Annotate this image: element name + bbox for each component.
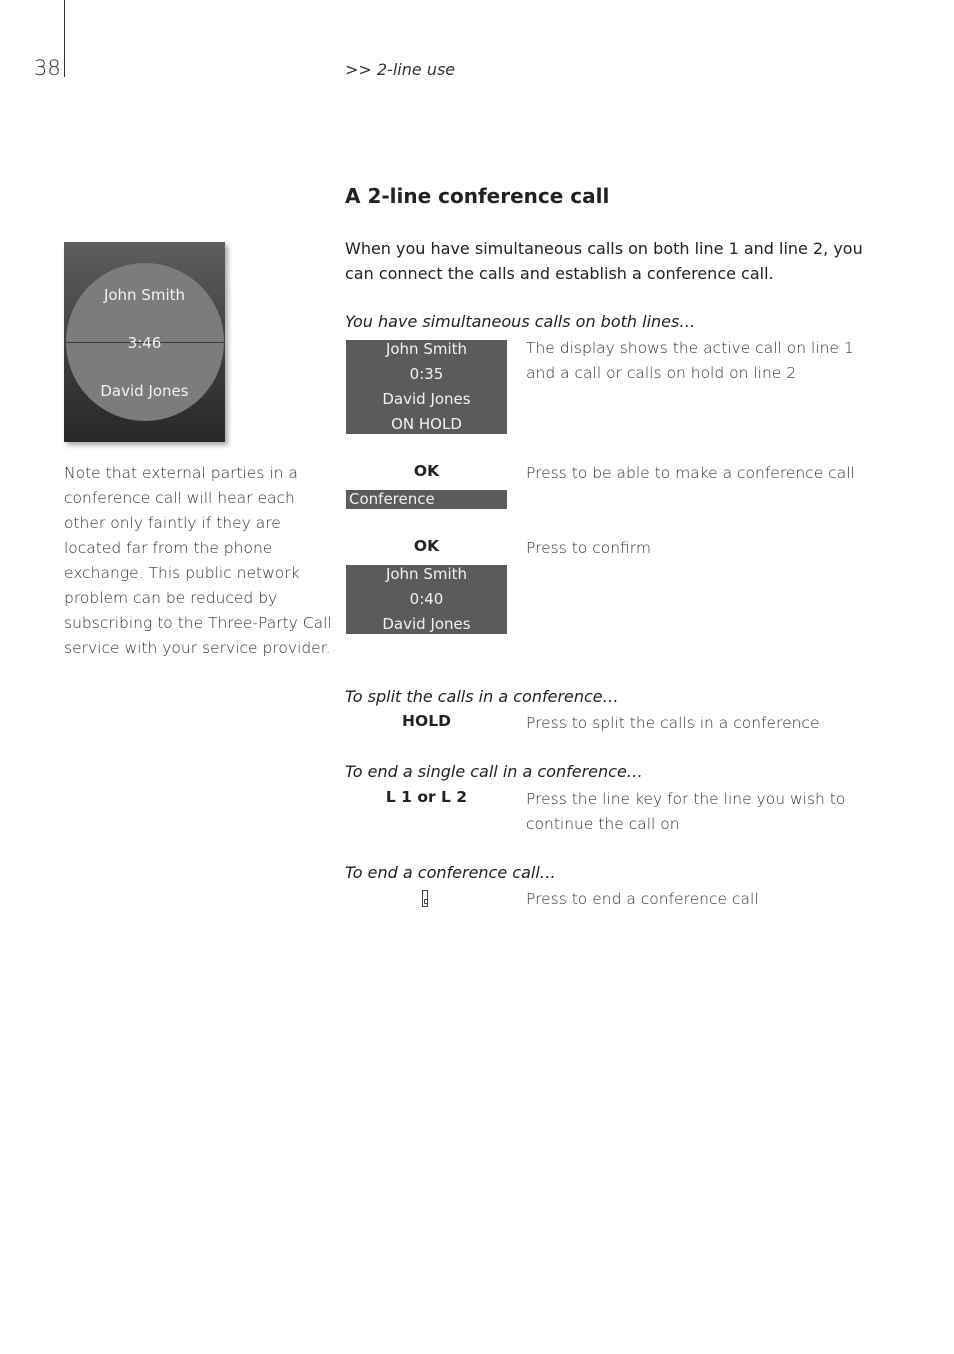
lcd-menu-item: Conference xyxy=(349,490,435,508)
display-time: 3:46 xyxy=(127,334,162,352)
display-bottom-name: David Jones xyxy=(100,382,189,400)
lcd-line: 0:35 xyxy=(409,365,444,383)
margin-rule xyxy=(64,0,65,77)
ok-key-label: OK xyxy=(413,462,440,480)
lcd-confirmed xyxy=(346,565,507,634)
split-description: Press to split the calls in a conference xyxy=(526,714,820,732)
section-title: A 2-line conference call xyxy=(345,184,610,208)
ok-confirm-description: Press to confirm xyxy=(526,539,651,557)
lcd-line: David Jones xyxy=(382,615,471,633)
lcd-line: David Jones xyxy=(382,390,471,408)
intro-paragraph: When you have simultaneous calls on both line 1 and line 2, you can connect the calls and establish a conference call. xyxy=(345,239,863,283)
ok-confirm-key-label: OK xyxy=(413,537,440,555)
page-number: 38 xyxy=(34,56,61,80)
split-lead: To split the calls in a conference… xyxy=(345,687,619,706)
lcd-line: John Smith xyxy=(385,565,468,583)
hold-key-label: HOLD xyxy=(402,712,451,730)
end-conference-lead: To end a conference call… xyxy=(345,863,556,882)
end-single-lead: To end a single call in a conference… xyxy=(345,762,643,781)
lcd-line: ON HOLD xyxy=(391,415,462,433)
line-key-label: L 1 or L 2 xyxy=(385,788,468,806)
display-top-name: John Smith xyxy=(103,286,186,304)
phone-display-illustration xyxy=(64,242,225,442)
end-single-description: Press the line key for the line you wish to continue the call on xyxy=(526,790,846,833)
lcd-line: 0:40 xyxy=(409,590,444,608)
end-call-key-icon xyxy=(422,890,428,907)
lcd-simultaneous xyxy=(346,340,507,434)
side-note: Note that external parties in a conference call will hear each other only faintly if they are located far from the phone exchange. This public network problem can be reduced by subscribing to the Three-Party Call service with your service provider. xyxy=(64,464,332,657)
lcd-line: John Smith xyxy=(385,340,468,358)
end-conference-description: Press to end a conference call xyxy=(526,890,759,908)
simultaneous-lead: You have simultaneous calls on both lines… xyxy=(345,312,696,331)
lcd-conference xyxy=(346,490,507,509)
ok-conference-description: Press to be able to make a conference call xyxy=(526,464,855,482)
simultaneous-description: The display shows the active call on line 1 and a call or calls on hold on line 2 xyxy=(526,339,854,382)
breadcrumb: >> 2-line use xyxy=(345,60,456,79)
